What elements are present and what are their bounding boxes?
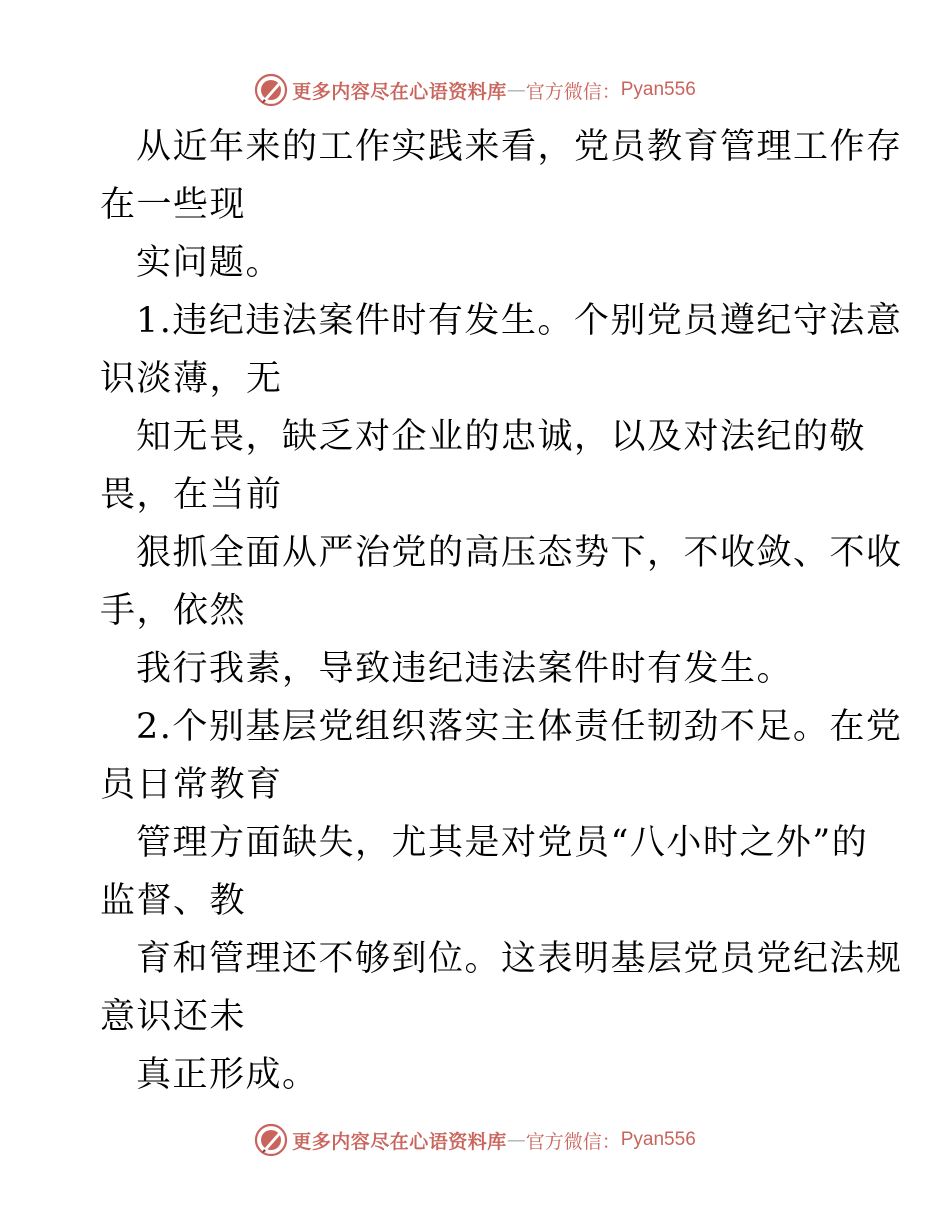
watermark-site-name: 更多内容尽在心语资料库 (292, 80, 507, 103)
text-line: 管理方面缺失，尤其是对党员“八小时之外”的 (136, 823, 869, 863)
text-line: 1.违纪违法案件时有发生。个别党员遵纪守法意 (136, 301, 903, 341)
text-line: 知无畏，缺乏对企业的忠诚，以及对法纪的敬 (136, 417, 867, 457)
text-line: 2.个别基层党组织落实主体责任韧劲不足。在党 (136, 707, 903, 747)
text-line: 手，依然 (100, 591, 247, 631)
text-line: 从近年来的工作实践来看，党员教育管理工作存 (136, 127, 903, 167)
pen-logo-icon (254, 1123, 288, 1157)
text-line: 员日常教育 (100, 765, 283, 805)
watermark-separator: — (506, 1129, 526, 1151)
text-line: 真正形成。 (136, 1055, 319, 1095)
text-line: 畏，在当前 (100, 475, 283, 515)
footer-watermark (0, 1120, 950, 1160)
watermark-separator: — (506, 79, 526, 101)
text-line: 育和管理还不够到位。这表明基层党员党纪法规 (136, 939, 903, 979)
text-line: 意识还未 (100, 997, 247, 1037)
text-line: 我行我素，导致违纪违法案件时有发生。 (136, 649, 794, 689)
watermark-wechat-id: Pyan556 (620, 79, 696, 100)
watermark-label: 官方微信： (525, 1130, 621, 1153)
text-line: 在一些现 (100, 185, 247, 225)
pen-logo-icon (254, 73, 288, 107)
watermark-label: 官方微信： (525, 80, 621, 103)
watermark-wechat-id: Pyan556 (620, 1129, 696, 1150)
text-line: 狠抓全面从严治党的高压态势下，不收敛、不收 (136, 533, 903, 573)
header-watermark (0, 70, 950, 110)
document-body (100, 118, 903, 1104)
text-line: 实问题。 (136, 243, 283, 283)
text-line: 监督、教 (100, 881, 247, 921)
watermark-site-name: 更多内容尽在心语资料库 (292, 1130, 507, 1153)
text-line: 识淡薄，无 (100, 359, 283, 399)
